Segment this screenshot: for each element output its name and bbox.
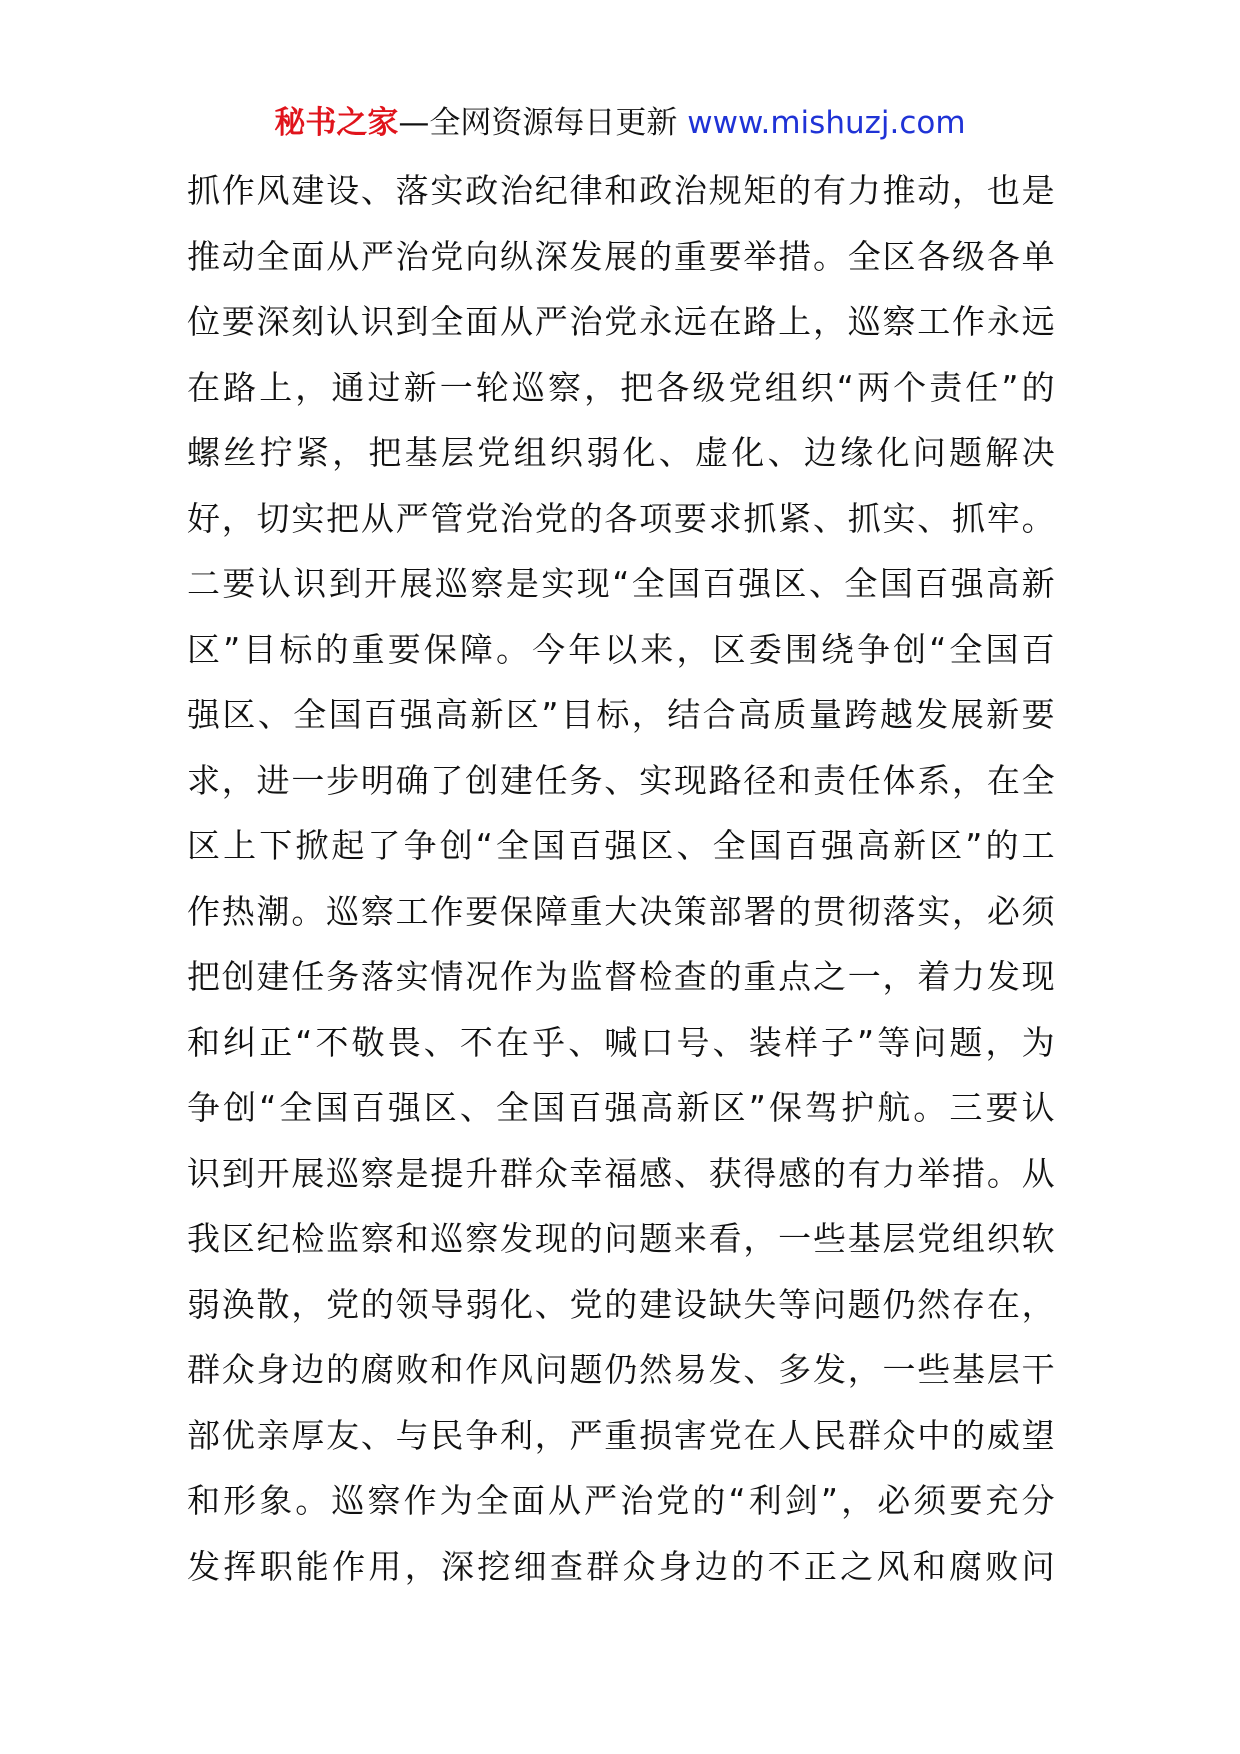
text-line: 和形象。巡察作为全面从严治党的“利剑”，必须要充分: [187, 1481, 1055, 1520]
text-line: 在路上，通过新一轮巡察，把各级党组织“两个责任”的: [187, 367, 1055, 407]
text-line: 部优亲厚友、与民争利，严重损害党在人民群众中的威望: [187, 1415, 1055, 1455]
header-tagline: —全网资源每日更新: [398, 105, 678, 141]
text-line: 争创“全国百强区、全国百强高新区”保驾护航。三要认: [187, 1088, 1055, 1127]
text-line: 推动全面从严治党向纵深发展的重要举措。全区各级各单: [187, 236, 1055, 276]
text-line: 我区纪检监察和巡察发现的问题来看，一些基层党组织软: [187, 1219, 1055, 1258]
text-line: 弱涣散，党的领导弱化、党的建设缺失等问题仍然存在，: [187, 1284, 1055, 1324]
text-line: 和纠正“不敬畏、不在乎、喊口号、装样子”等问题，为: [187, 1022, 1055, 1062]
text-line: 螺丝拧紧，把基层党组织弱化、虚化、边缘化问题解决: [187, 433, 1055, 472]
brand-name: 秘书之家: [274, 105, 399, 141]
text-line: 区”目标的重要保障。今年以来，区委围绕争创“全国百: [187, 629, 1055, 669]
text-line: 强区、全国百强高新区”目标，结合高质量跨越发展新要: [187, 695, 1055, 734]
text-line: 抓作风建设、落实政治纪律和政治规矩的有力推动，也是: [187, 171, 1055, 210]
text-line: 区上下掀起了争创“全国百强区、全国百强高新区”的工: [187, 826, 1055, 865]
text-line: 群众身边的腐败和作风问题仍然易发、多发，一些基层干: [187, 1350, 1055, 1389]
text-line: 二要认识到开展巡察是实现“全国百强区、全国百强高新: [187, 564, 1055, 603]
text-line: 识到开展巡察是提升群众幸福感、获得感的有力举措。从: [187, 1153, 1055, 1193]
text-line: 位要深刻认识到全面从严治党永远在路上，巡察工作永远: [187, 302, 1055, 341]
page-header: [0, 100, 1240, 146]
text-line: 发挥职能作用，深挖细查群众身边的不正之风和腐败问: [187, 1546, 1055, 1586]
text-line: 好，切实把从严管党治党的各项要求抓紧、抓实、抓牢。: [187, 498, 1055, 538]
body-paragraph: [187, 158, 1055, 1599]
header-url-link[interactable]: www.mishuzj.com: [687, 105, 966, 141]
text-line: 把创建任务落实情况作为监督检查的重点之一，着力发现: [187, 957, 1055, 996]
text-line: 作热潮。巡察工作要保障重大决策部署的贯彻落实，必须: [187, 891, 1055, 931]
text-line: 求，进一步明确了创建任务、实现路径和责任体系，在全: [187, 760, 1055, 800]
